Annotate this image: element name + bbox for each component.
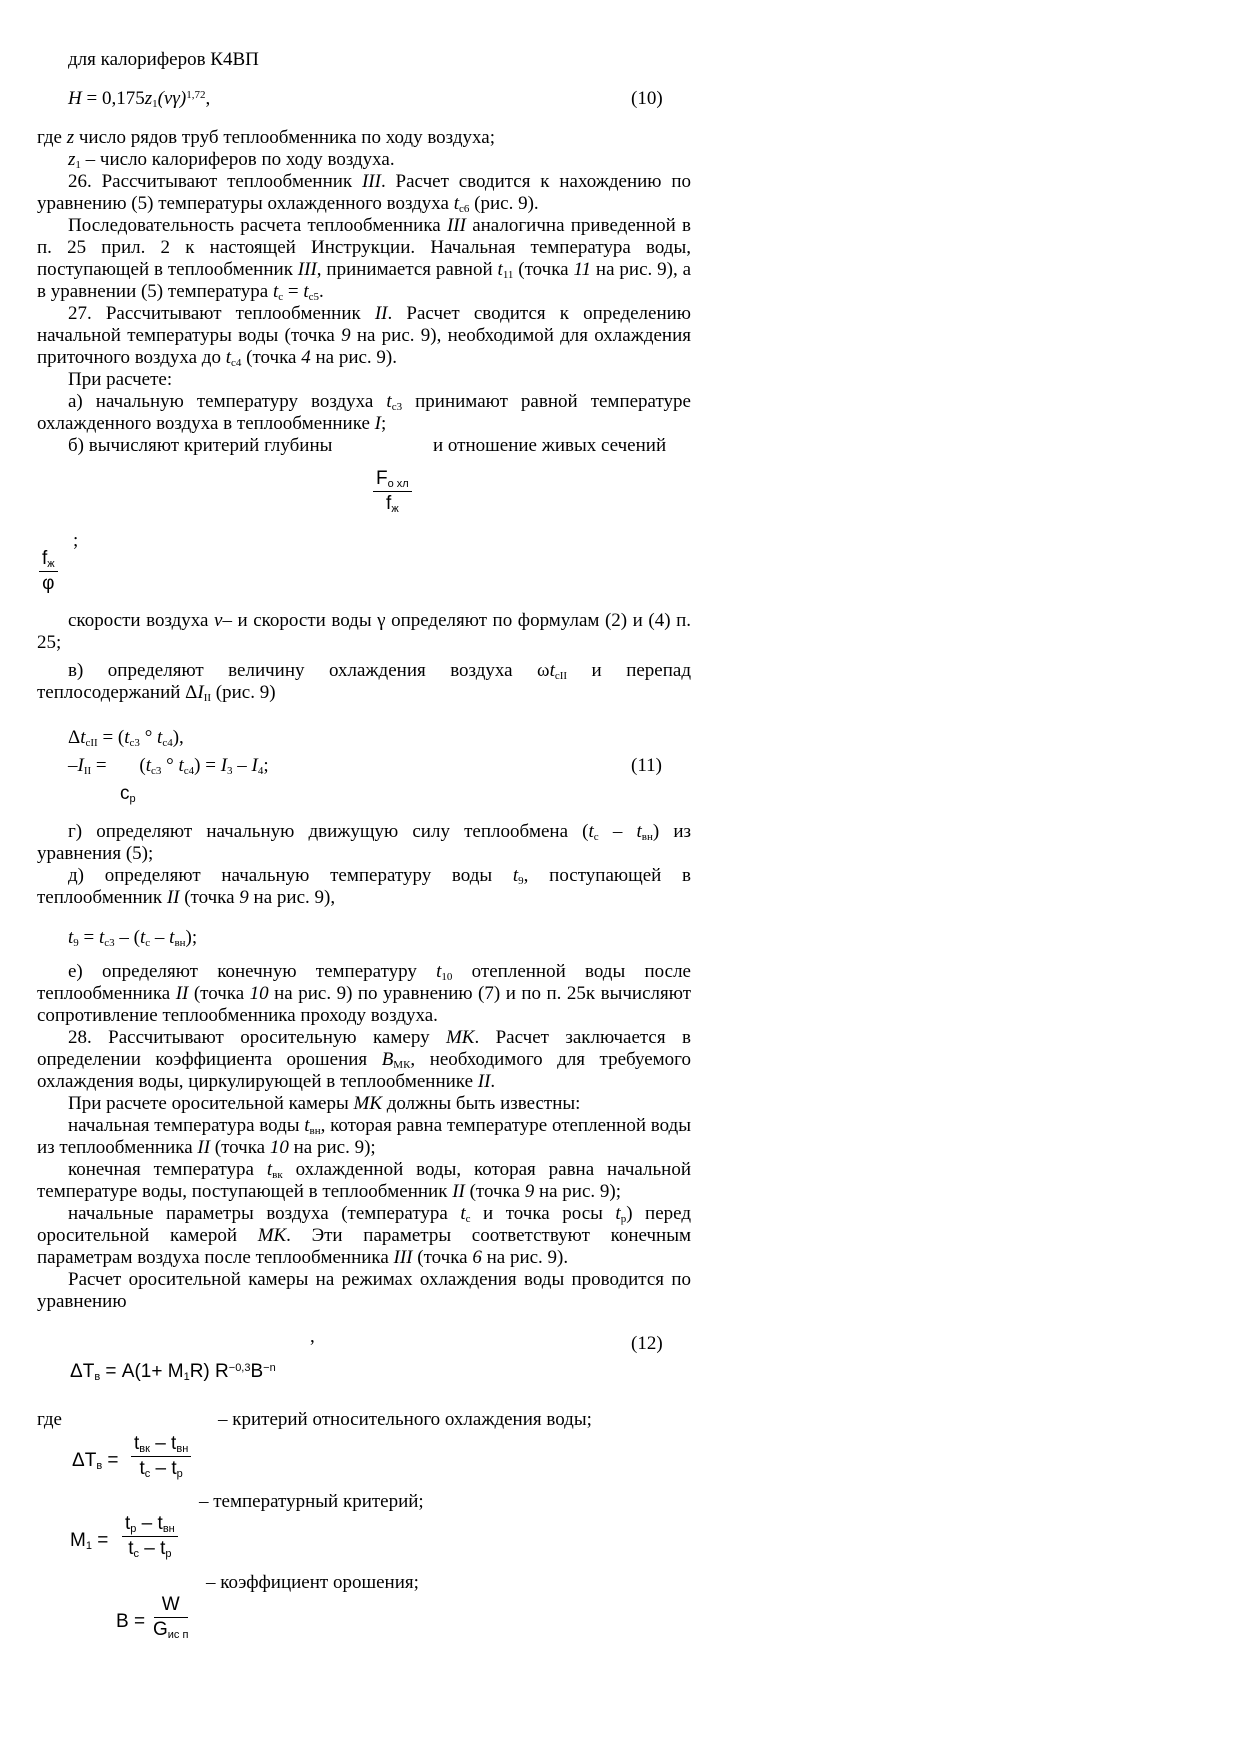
equation-12-comma: , <box>310 1326 315 1347</box>
equation-11-number: (11) <box>631 755 662 776</box>
semicolon: ; <box>73 530 79 551</box>
chamber-known-intro: При расчете оросительной камеры МК должны быть известны: <box>68 1093 581 1114</box>
equation-t9: $t_9 = t_{с3} - (t_с - t_{вн})$; <box>68 927 198 949</box>
chamber-calc-paragraph: Расчет оросительной камеры на режимах охлаждения воды проводится по уравнению <box>37 1269 691 1312</box>
item-a: а) начальную температуру воздуха $t_{с3}$ принимают равной температуре охлажденного воздуха в теплообменнике I; <box>37 391 691 434</box>
paragraph-28: 28. Рассчитывают оросительную камеру МК. Расчет заключается в определении коэффициента орошения $B_{МК}$, необходимого для требуемого охлаждения воды, циркулирующей в теплообменнике II. <box>37 1027 691 1092</box>
equation-12-number: (12) <box>631 1333 663 1354</box>
fraction-section-ratio: $f_ж$ φ <box>39 548 58 595</box>
known-air-params: начальные параметры воздуха (температура $t_с$ и точка росы $t_р$) перед оросительной камерой МК. Эти параметры соответствуют конечным параметрам воздуха после теплообменника III (точка 6 на рис. 9). <box>37 1203 691 1268</box>
fraction-depth-criterion: $F_{о хл}$ $f_ж$ <box>373 468 412 515</box>
equation-12: $\Delta T_в = A(1+ M_1R)$ $R^{-0,3}B^{-n}$ <box>70 1361 276 1383</box>
equation-11-cp: $c_р$ <box>120 783 136 805</box>
known-initial-water-temp: начальная температура воды $t_{вн}$, которая равна температуре отепленной воды из теплообменника II (точка 10 на рис. 9); <box>37 1115 691 1158</box>
calc-intro: При расчете: <box>68 369 173 390</box>
definition-z: где z число рядов труб теплообменника по ходу воздуха; <box>37 127 495 148</box>
equation-11b: $-I_{II} = (t_{с3}$ ° $t_{с4}) = I_3 - I_4$; <box>68 755 269 777</box>
irrigation-coefficient: – коэффициент орошения; <box>206 1572 419 1593</box>
formula-m1-lhs: $M_1$ = <box>70 1530 109 1552</box>
paragraph-26: 26. Рассчитывают теплообменник III. Расчет сводится к нахождению по уравнению (5) температуры охлажденного воздуха $t_{с6}$ (рис. 9). <box>37 171 691 215</box>
item-b-left: б) вычисляют критерий глубины <box>68 435 333 456</box>
paragraph-26-sequence: Последовательность расчета теплообменника III аналогична приведенной в п. 25 прил. 2 к настоящей Инструкции. Начальная температура воды, поступающей в теплообменник III, принимается равной $t_{11}$ (точка 11 на рис. 9), а в уравнении (5) температура $t_с = t_{с5}$. <box>37 215 691 303</box>
equation-10-number: (10) <box>631 88 663 109</box>
item-e: е) определяют конечную температуру $t_{10}$ отепленной воды после теплообменника II (точка 10 на рис. 9) по уравнению (7) и по п. 25к вычисляют сопротивление теплообменника проходу воздуха. <box>37 961 691 1026</box>
equation-10: $H = 0,175z_1(v\gamma)^{1,72}$, <box>68 88 211 110</box>
criterion-temperature: – температурный критерий; <box>199 1491 424 1512</box>
paragraph-27: 27. Рассчитывают теплообменник II. Расчет сводится к определению начальной температуры воды (точка 9 на рис. 9), необходимой для охлаждения приточного воздуха до $t_{с4}$ (точка 4 на рис. 9). <box>37 303 691 369</box>
item-g: г) определяют начальную движущую силу теплообмена $(t_с - t_{вн})$ из уравнения (5); <box>37 821 692 864</box>
known-final-water-temp: конечная температура $t_{вк}$ охлажденной воды, которая равна начальной температуре воды, поступающей в теплообменник II (точка 9 на рис. 9); <box>37 1159 692 1202</box>
equation-11a: $\Delta t_{сII} = (t_{с3}$ ° $t_{с4}$), <box>68 727 184 749</box>
formula-dtv-lhs: $\Delta T_в$ = <box>72 1450 119 1472</box>
item-d: д) определяют начальную температуру воды $t_9$, поступающей в теплообменник II (точка 9 на рис. 9), <box>37 865 692 908</box>
where-label: где <box>37 1409 62 1430</box>
heading-k4vp: для калориферов К4ВП <box>68 49 259 70</box>
formula-b-lhs: B = <box>116 1611 146 1632</box>
item-b-right: и отношение живых сечений <box>433 435 667 456</box>
definition-z1: $z_1$ – число калориферов по ходу воздуха. <box>68 149 395 171</box>
formula-b-fraction: W $G_{ис п}$ <box>153 1594 189 1641</box>
formula-m1-fraction: $t_р - t_{вн}$ $t_с - t_р$ <box>122 1513 178 1560</box>
formula-dtv-fraction: $t_{вк} - t_{вн}$ $t_с - t_р$ <box>131 1433 191 1480</box>
item-v: в) определяют величину охлаждения воздуха $\omega t_{сII}$ и перепад теплосодержаний $\Delta I_{II}$ (рис. 9) <box>37 660 691 704</box>
criterion-relative-cooling: – критерий относительного охлаждения воды; <box>218 1409 592 1430</box>
velocities-paragraph: скорости воздуха v– и скорости воды γ определяют по формулам (2) и (4) п. 25; <box>37 610 691 653</box>
